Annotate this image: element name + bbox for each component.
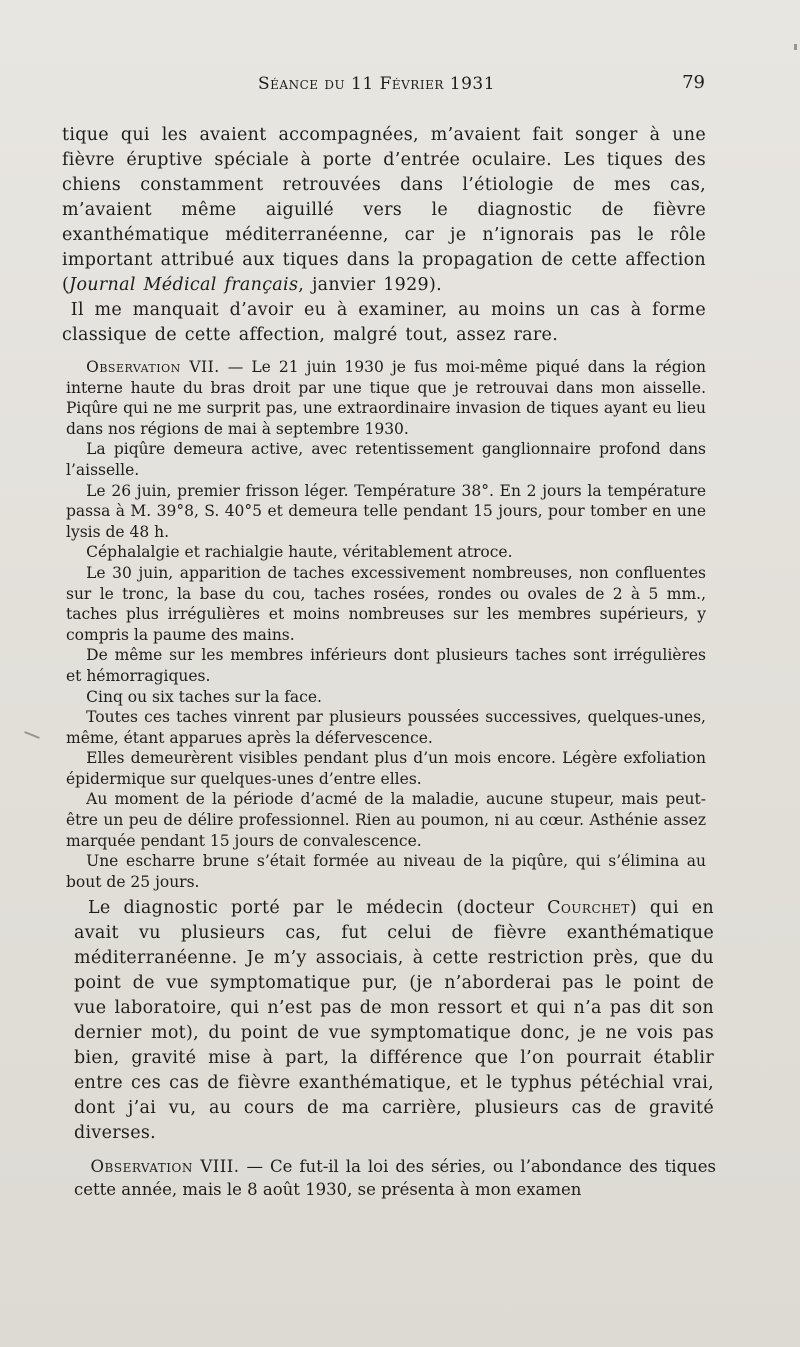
diagnosis-text-b: ) qui en avait vu plusieurs cas, fut celui de fièvre exanthématique méditerranéenne. Je m’y associais, à cette restriction près, que du point de vue symptomatique pur, (je n’aborderai pas le point de vue laboratoire, qui n’est pas de mon ressort et qui n’a pas dit son dernier mot), du point de vue symptomatique donc, je ne vois pas bien, gravité mise à part, la différence que l’on pourrait établir entre ces cas de fièvre exanthématique, et le typhus pétéchial vrai, dont j’ai vu, au cours de ma carrière, plusieurs cas de gravité diverses. bbox=[74, 898, 714, 1143]
observation-8-heading: Observation VIII. bbox=[90, 1157, 240, 1176]
doctor-name: Courchet bbox=[547, 898, 630, 918]
observation-7-paragraph-6: De même sur les membres inférieurs dont plusieurs taches sont irrégulières et hémorragiques. bbox=[66, 646, 706, 685]
observation-7-paragraph-10: Au moment de la période d’acmé de la maladie, aucune stupeur, mais peut-être un peu de délire professionnel. Rien au poumon, ni au cœur. Asthénie assez marquée pendant 15 jours de convalescence. bbox=[66, 790, 706, 850]
observation-7-heading: Observation VII. bbox=[86, 358, 220, 376]
diagnosis-paragraph bbox=[74, 896, 714, 1146]
intro-paragraph-2: Il me manquait d’avoir eu à examiner, au moins un cas à forme classique de cette affection, malgré tout, assez rare. bbox=[62, 300, 706, 345]
observation-7-paragraph-8: Toutes ces taches vinrent par plusieurs poussées successives, quelques-unes, même, étant apparues après la défervescence. bbox=[66, 708, 706, 747]
diagnosis-text-a: Le diagnostic porté par le médecin (docteur bbox=[88, 898, 548, 918]
observation-7-paragraph-1 bbox=[66, 357, 706, 439]
intro-text-a: tique qui les avaient accompagnées, m’avaient fait songer à une fièvre éruptive spéciale à porte d’entrée oculaire. Les tiques des chiens constamment retrouvées dans l’étiologie de mes cas, m’avaient même aiguillé vers le diagnostic de fièvre exanthématique méditerranéenne, car je n’ignorais pas le rôle important attribué aux tiques dans la propagation de cette affection ( bbox=[62, 125, 706, 295]
diagnosis-text bbox=[74, 896, 714, 1146]
ink-mark bbox=[24, 731, 40, 739]
journal-title: Journal Médical français bbox=[69, 275, 299, 295]
page-header bbox=[60, 74, 710, 100]
observation-7-paragraph-9: Elles demeurèrent visibles pendant plus d’un mois encore. Légère exfoliation épidermique sur quelques-unes d’entre elles. bbox=[66, 749, 706, 788]
observation-7-paragraph-5: Le 30 juin, apparition de taches excessivement nombreuses, non confluentes sur le tronc, la base du cou, taches rosées, rondes ou ovales de 2 à 5 mm., taches plus irrégulières et moins nombreuses sur les membres supérieurs, y compris la paume des mains. bbox=[66, 563, 706, 644]
intro-text bbox=[62, 123, 706, 348]
observation-7 bbox=[66, 357, 706, 892]
observation-7-text-1: — Le 21 juin 1930 je fus moi-même piqué dans la région interne haute du bras droit par une tique que je retrouvai dans mon aisselle. Piqûre qui ne me surprit pas, une extraordinaire invasion de tiques ayant eu lieu dans nos régions de mai à septembre 1930. bbox=[66, 358, 706, 438]
observation-7-paragraph-7: Cinq ou six taches sur la face. bbox=[86, 687, 322, 706]
ink-mark bbox=[794, 44, 797, 50]
observation-7-paragraph-2: La piqûre demeura active, avec retentissement ganglionnaire profond dans l’aisselle. bbox=[66, 440, 706, 479]
observation-7-paragraph-4: Céphalalgie et rachialgie haute, véritablement atroce. bbox=[86, 543, 513, 562]
intro-text-b: , janvier 1929). bbox=[298, 275, 442, 295]
observation-8 bbox=[74, 1155, 716, 1201]
observation-7-paragraph-3: Le 26 juin, premier frisson léger. Température 38°. En 2 jours la température passa à M. 39°8, S. 40°5 et demeura telle pendant 15 jours, pour tomber en une lysis de 48 h. bbox=[66, 481, 706, 541]
page-number: 79 bbox=[682, 72, 705, 93]
running-title: Séance du 11 Février 1931 bbox=[258, 74, 496, 94]
observation-8-text: — Ce fut-il la loi des séries, ou l’abondance des tiques cette année, mais le 8 août 1930, se présenta à mon examen bbox=[74, 1157, 716, 1199]
observation-7-paragraph-11: Une escharre brune s’était formée au niveau de la piqûre, qui s’élimina au bout de 25 jours. bbox=[66, 852, 706, 891]
intro-paragraph-1 bbox=[62, 123, 706, 298]
observation-8-paragraph bbox=[74, 1155, 716, 1201]
